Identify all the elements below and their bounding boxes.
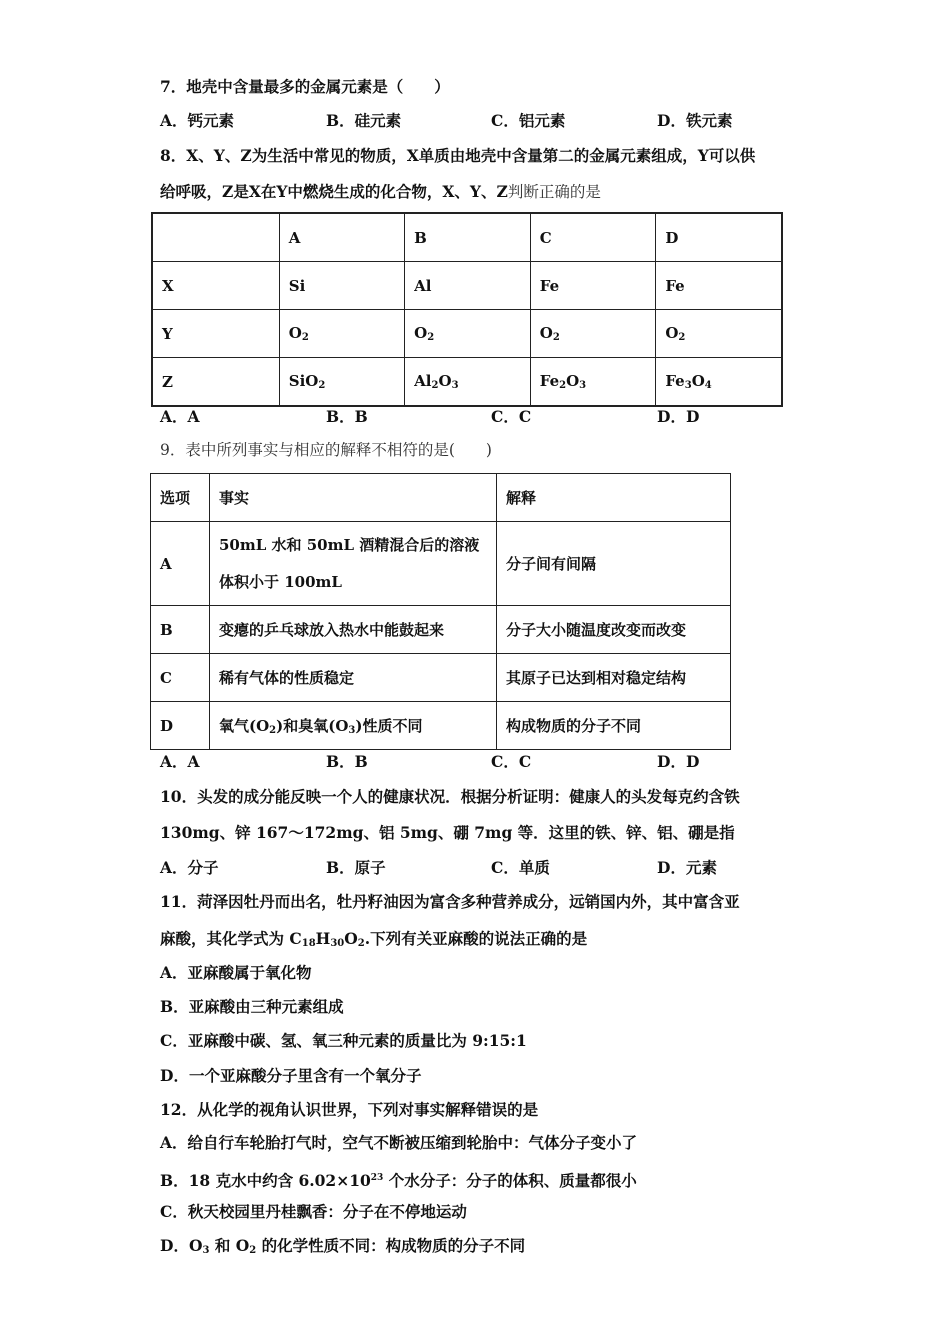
table-header-cell: 选项: [151, 474, 210, 522]
formula-sub: 2: [552, 332, 560, 343]
q9-option-c[interactable]: C．C: [491, 752, 532, 771]
formula-sub: 2: [301, 332, 309, 343]
formula-text: Fe: [539, 372, 560, 390]
q12-optb-text: 个水分子：分子的体积、质量都很小: [383, 1171, 637, 1190]
row-label: D: [151, 702, 210, 750]
fact-line-2: 体积小于 100mL: [219, 572, 342, 591]
formula-text: O: [665, 324, 679, 342]
q9-option-b[interactable]: B．B: [326, 752, 368, 771]
formula-text: Fe: [665, 372, 685, 390]
table-row: [152, 310, 782, 358]
q8-option-c[interactable]: C．C: [491, 407, 532, 426]
q8-stem-line1: 8．X、Y、Z为生活中常见的物质，X单质由地壳中含量第二的金属元素组成，Y可以供: [160, 146, 756, 165]
formula-sub: 30: [330, 938, 345, 949]
q7-option-d[interactable]: D．铁元素: [657, 111, 733, 130]
formula-sub: 18: [301, 938, 316, 949]
q12-option-c[interactable]: C．秋天校园里丹桂飘香：分子在不停地运动: [160, 1202, 467, 1221]
row-label: B: [151, 606, 210, 654]
table-header-cell: C: [530, 213, 656, 262]
q12-option-b[interactable]: [160, 1167, 637, 1192]
table-row: [151, 606, 731, 654]
q10-option-d[interactable]: D．元素: [657, 858, 717, 877]
table-cell: 构成物质的分子不同: [497, 702, 731, 750]
table-header-cell: B: [405, 213, 531, 262]
row-label: X: [152, 262, 279, 310]
q11-line2-text: O: [344, 929, 358, 948]
q9-option-d[interactable]: D．D: [657, 752, 700, 771]
formula-sub: 2: [559, 380, 567, 391]
formula-text: O: [414, 324, 428, 342]
row-label: C: [151, 654, 210, 702]
table-cell: Si: [279, 262, 404, 310]
table-cell: [656, 310, 782, 358]
table-cell: [530, 310, 656, 358]
formula-sub: 2: [249, 1245, 257, 1256]
table-row: [152, 262, 782, 310]
row-label: A: [151, 522, 210, 606]
q11-line2-text: H: [315, 929, 331, 948]
formula-text: Al: [414, 372, 432, 390]
q12-option-d[interactable]: [160, 1235, 525, 1262]
formula-sub: 2: [269, 725, 277, 736]
q10-line1: 10．头发的成分能反映一个人的健康状况．根据分析证明：健康人的头发每克约含铁: [160, 787, 740, 806]
q11-option-a[interactable]: A．亚麻酸属于氧化物: [160, 963, 312, 982]
q7-option-c[interactable]: C．铝元素: [491, 111, 566, 130]
formula-sub: 3: [579, 380, 587, 391]
q12-optd-text: 和 O: [209, 1236, 250, 1255]
table-row: [151, 522, 731, 606]
q8-stem-line2a: 给呼吸，Z是X在Y中燃烧生成的化合物，X、Y、Z: [160, 182, 508, 201]
table-header-cell: D: [656, 213, 782, 262]
formula-sub: 2: [357, 938, 365, 949]
table-row: [151, 654, 731, 702]
q9-option-a[interactable]: A．A: [160, 752, 200, 771]
q11-option-d[interactable]: D．一个亚麻酸分子里含有一个氧分子: [160, 1066, 422, 1085]
q11-line2-text: .下列有关亚麻酸的说法正确的是: [364, 929, 588, 948]
formula-text: O: [539, 324, 553, 342]
table-cell: 分子间有间隔: [497, 522, 731, 606]
formula-sub: 3: [348, 725, 356, 736]
q11-option-b[interactable]: B．亚麻酸由三种元素组成: [160, 997, 344, 1016]
q12-optd-text: 的化学性质不同：构成物质的分子不同: [256, 1236, 526, 1255]
table-cell: [279, 310, 404, 358]
table-header-cell: A: [279, 213, 404, 262]
q11-line2-text: 麻酸，其化学式为 C: [160, 929, 302, 948]
table-cell: [405, 310, 531, 358]
table-row: [151, 702, 731, 750]
row-label: Y: [152, 310, 279, 358]
table-cell: 其原子已达到相对稳定结构: [497, 654, 731, 702]
q11-option-c[interactable]: C．亚麻酸中碳、氢、氧三种元素的质量比为 9:15:1: [160, 1031, 527, 1050]
table-cell: 变瘪的乒乓球放入热水中能鼓起来: [210, 606, 497, 654]
q8-table-header-row: [152, 213, 782, 262]
q8-stem-line2: [160, 181, 601, 203]
fact-line-1: 50mL 水和 50mL 酒精混合后的溶液: [219, 535, 480, 554]
table-cell: [210, 522, 497, 606]
table-cell: Al: [405, 262, 531, 310]
formula-text: O: [691, 372, 705, 390]
q9-table-header-row: [151, 474, 731, 522]
formula-sub: 3: [684, 380, 692, 391]
table-header-cell: 事实: [210, 474, 497, 522]
formula-sub: 4: [704, 380, 712, 391]
q8-table: [151, 212, 783, 407]
q11-line1: 11．菏泽因牡丹而出名，牡丹籽油因为富含多种营养成分，远销国内外，其中富含亚: [160, 892, 740, 911]
q12-optd-text: D．O: [160, 1236, 203, 1255]
formula-sup: 23: [370, 1173, 384, 1183]
q7-option-a[interactable]: A．钙元素: [160, 111, 235, 130]
table-header-cell: 解释: [497, 474, 731, 522]
formula-text: SiO: [288, 372, 319, 390]
q9-stem: 9．表中所列事实与相应的解释不相符的是( ): [160, 441, 492, 459]
q8-option-a[interactable]: A．A: [160, 407, 200, 426]
table-cell: [405, 358, 531, 407]
table-cell: [530, 358, 656, 407]
q7-stem: 7．地壳中含量最多的金属元素是（ ）: [160, 77, 450, 96]
fact-text: )性质不同: [355, 717, 423, 735]
table-cell: 分子大小随温度改变而改变: [497, 606, 731, 654]
q10-line2: 130mg、锌 167～172mg、铝 5mg、硼 7mg 等．这里的铁、锌、铝、硼是指: [160, 823, 735, 842]
q11-line2: [160, 928, 587, 955]
formula-text: O: [438, 372, 452, 390]
q8-stem-line2b: 判断正确的是: [507, 183, 601, 201]
formula-sub: 2: [678, 332, 686, 343]
table-row: [152, 358, 782, 407]
q9-table: [150, 473, 731, 750]
q7-option-b[interactable]: B．硅元素: [326, 111, 402, 130]
q12-stem: 12．从化学的视角认识世界，下列对事实解释错误的是: [160, 1100, 539, 1119]
table-cell: Fe: [530, 262, 656, 310]
table-cell: [152, 213, 279, 262]
table-cell: 稀有气体的性质稳定: [210, 654, 497, 702]
formula-sub: 3: [451, 380, 459, 391]
q8-option-d[interactable]: D．D: [657, 407, 700, 426]
q10-option-b[interactable]: B．原子: [326, 858, 386, 877]
q10-option-c[interactable]: C．单质: [491, 858, 550, 877]
fact-text: 氧气(O: [219, 717, 270, 735]
table-cell: [279, 358, 404, 407]
formula-text: O: [566, 372, 580, 390]
table-cell: [656, 358, 782, 407]
formula-sub: 2: [318, 380, 326, 391]
table-cell: [210, 702, 497, 750]
formula-text: O: [288, 324, 302, 342]
row-label: Z: [152, 358, 279, 407]
q8-option-b[interactable]: B．B: [326, 407, 368, 426]
fact-text: )和臭氧(O: [276, 717, 349, 735]
formula-sub: 3: [202, 1245, 210, 1256]
formula-sub: 2: [427, 332, 435, 343]
table-cell: Fe: [656, 262, 782, 310]
q12-option-a[interactable]: A．给自行车轮胎打气时，空气不断被压缩到轮胎中：气体分子变小了: [160, 1133, 638, 1152]
formula-sub: 2: [431, 380, 439, 391]
q12-optb-text: B．18 克水中约含 6.02×10: [160, 1171, 371, 1190]
q10-option-a[interactable]: A．分子: [160, 858, 219, 877]
